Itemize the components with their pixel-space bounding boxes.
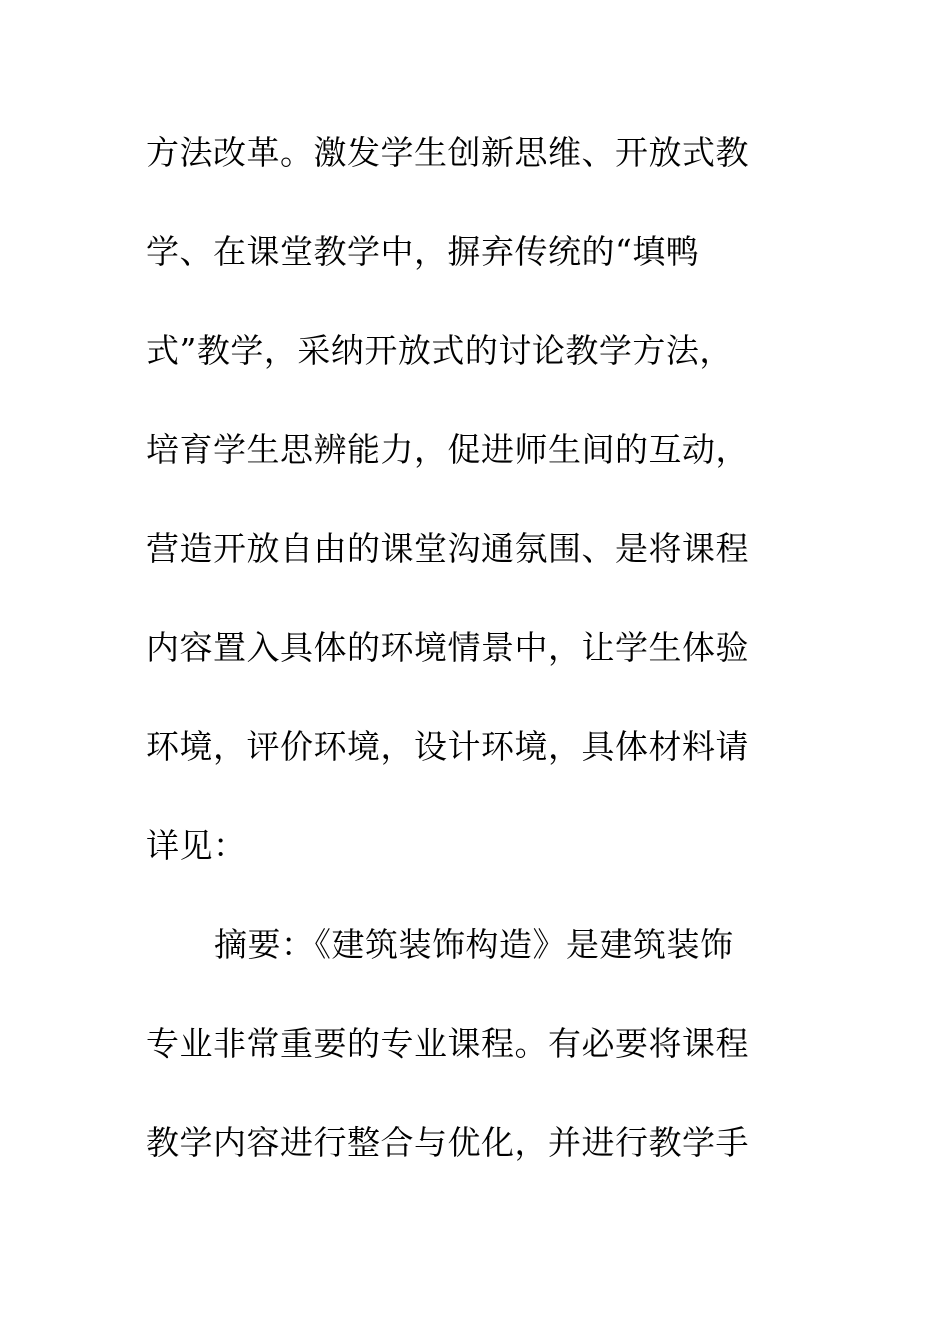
text-line: 教学内容进行整合与优化，并进行教学手 — [146, 1123, 749, 1162]
text-line: 培育学生思辨能力，促进师生间的互动， — [146, 430, 749, 469]
body-text — [146, 125, 786, 1214]
text-line: 式”教学，采纳开放式的讨论教学方法， — [146, 331, 733, 370]
text-line: 内容置入具体的环境情景中，让学生体验 — [146, 628, 749, 667]
text-line: 方法改革。激发学生创新思维、开放式教 — [146, 133, 749, 172]
text-line: 学、在课堂教学中，摒弃传统的“填鸭 — [146, 232, 700, 271]
text-line: 详见： — [146, 826, 247, 865]
text-line: 环境，评价环境，设计环境，具体材料请 — [146, 727, 749, 766]
text-line: 专业非常重要的专业课程。有必要将课程 — [146, 1024, 749, 1063]
abstract-line: 摘要：《建筑装饰构造》是建筑装饰 — [214, 925, 734, 964]
text-line: 营造开放自由的课堂沟通氛围、是将课程 — [146, 529, 749, 568]
